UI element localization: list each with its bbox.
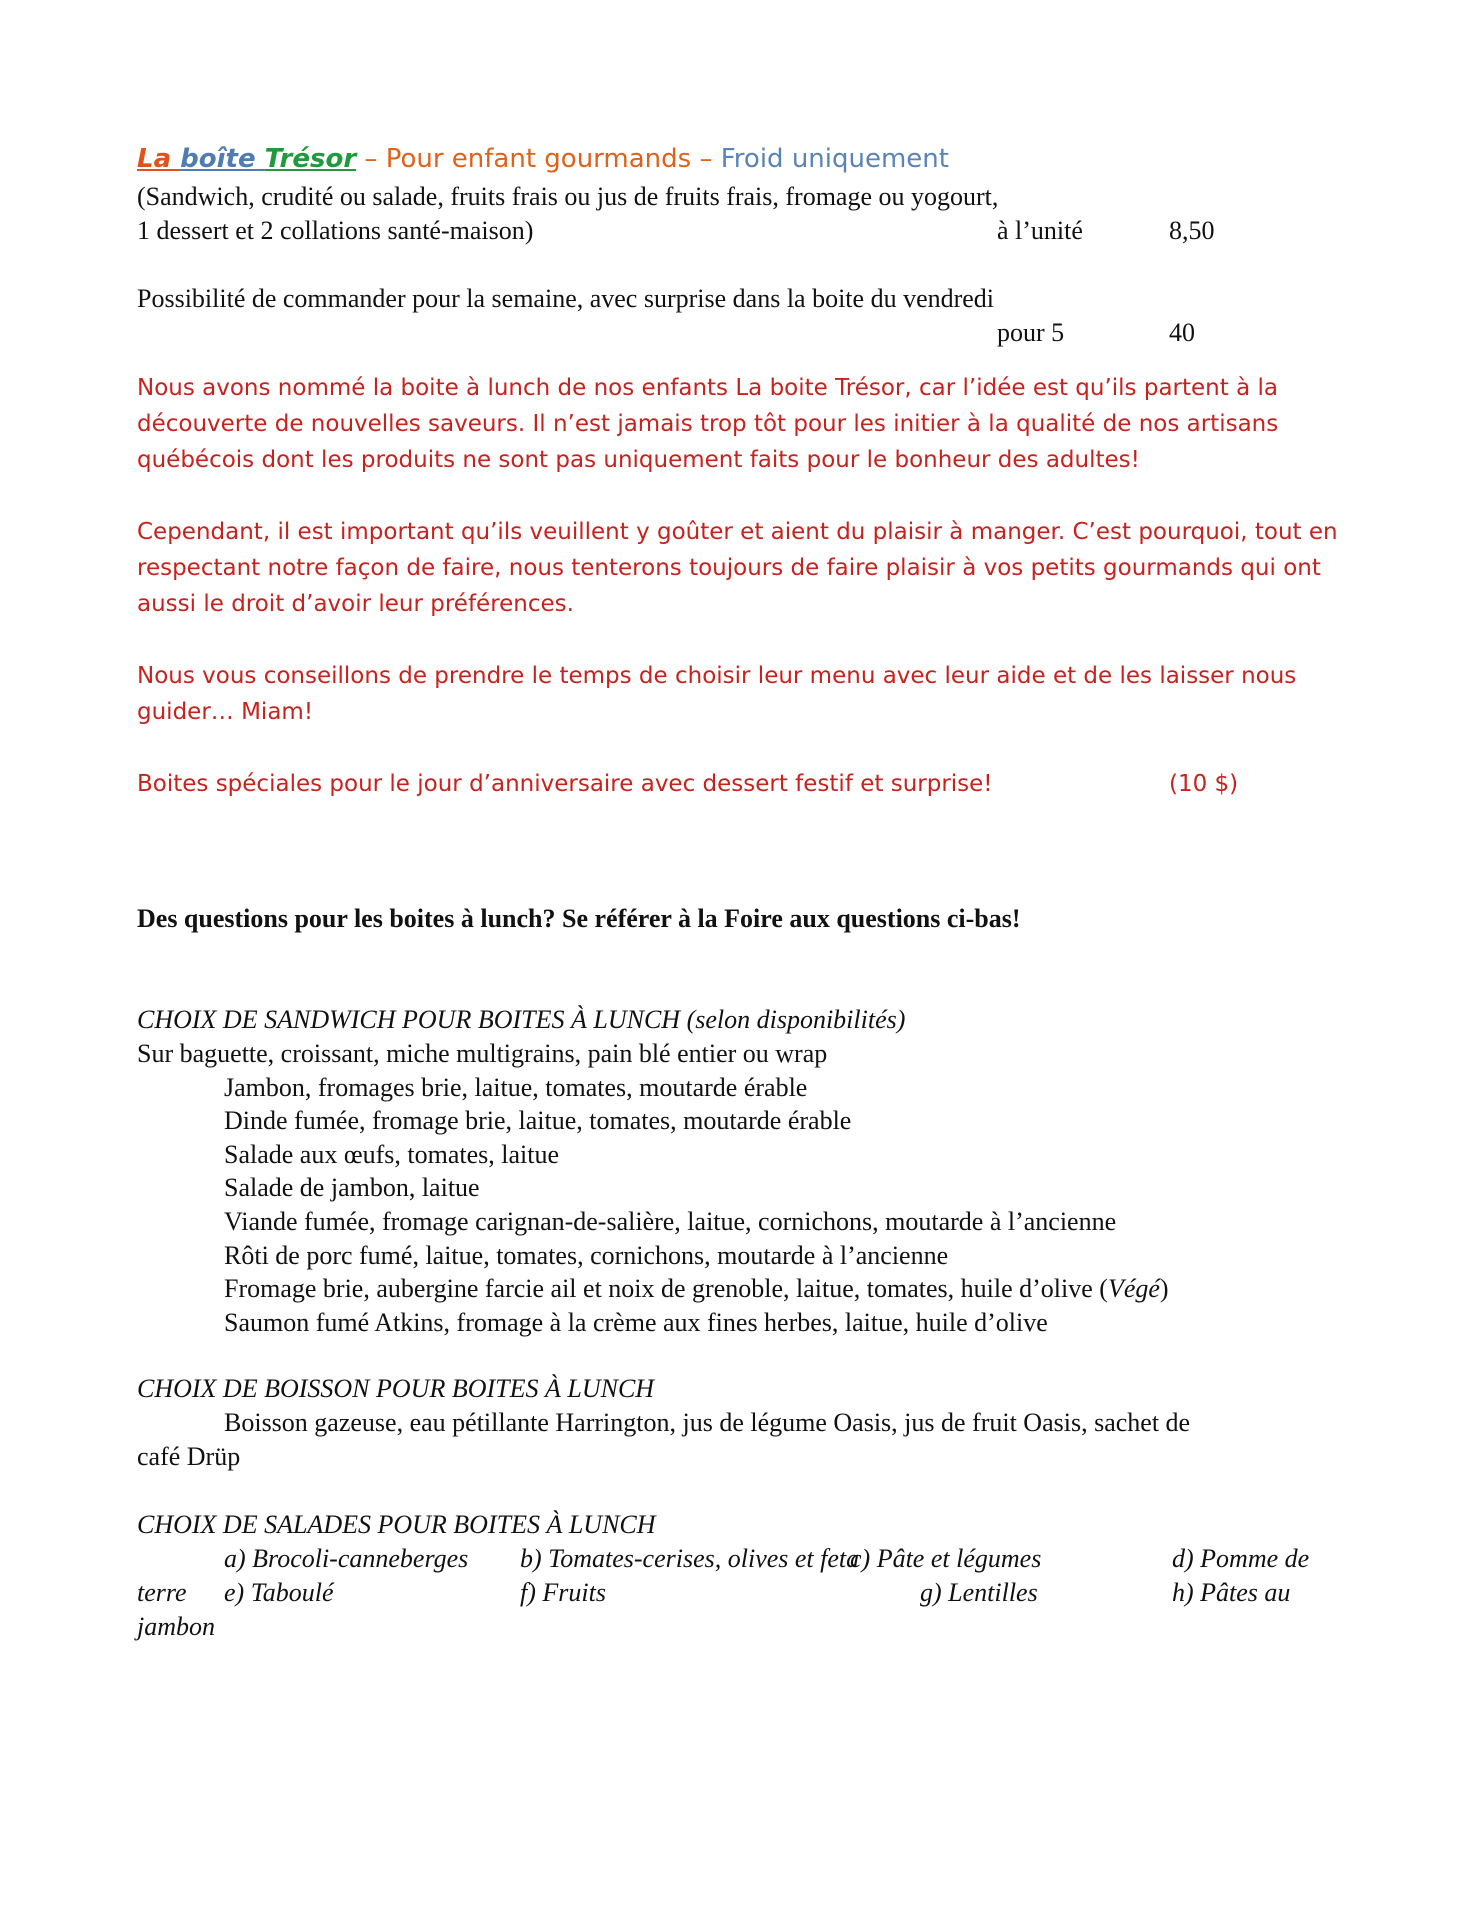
title-part-la: La bbox=[137, 144, 181, 174]
birthday-special-text: Boites spéciales pour le jour d’anniversaire avec dessert festif et surprise! bbox=[137, 771, 993, 797]
sandwich-item: Saumon fumé Atkins, fromage à la crème aux fines herbes, laitue, huile d’olive bbox=[224, 1307, 1048, 1337]
sandwich-item: Dinde fumée, fromage brie, laitue, tomates, moutarde érable bbox=[224, 1106, 852, 1136]
sandwich-title: CHOIX DE SANDWICH POUR BOITES À LUNCH (selon disponibilités) bbox=[137, 1005, 906, 1034]
info-paragraph-2: Cependant, il est important qu’ils veuillent y goûter et aient du plaisir à manger. C’est pourquoi, tout en respectant notre façon de faire, nous tenterons toujours de faire plaisir à vos petits gourmands qui ont aussi le droit d’avoir leur préférences. bbox=[137, 519, 1338, 617]
weekly-text: Possibilité de commander pour la semaine, avec surprise dans la boite du vendredi bbox=[137, 284, 995, 313]
info-paragraph-3: Nous vous conseillons de prendre le temps de choisir leur menu avec leur aide et de les laisser nous guider… Miam! bbox=[137, 663, 1297, 725]
description-text-1: (Sandwich, crudité ou salade, fruits frais ou jus de fruits frais, fromage ou yogourt, bbox=[137, 182, 999, 211]
birthday-special-price: (10 $) bbox=[1169, 771, 1239, 797]
weekly-price: 40 bbox=[1169, 318, 1195, 347]
info-section bbox=[137, 370, 1347, 802]
weekly-price-row bbox=[137, 316, 1347, 350]
sandwich-bread: Sur baguette, croissant, miche multigrains, pain blé entier ou wrap bbox=[137, 1039, 828, 1068]
salad-option-h: h) Pâtes au bbox=[1172, 1577, 1291, 1607]
drinks-section bbox=[137, 1372, 1347, 1473]
sandwich-item: Jambon, fromages brie, laitue, tomates, moutarde érable bbox=[224, 1072, 808, 1102]
salad-option-g: g) Lentilles bbox=[920, 1577, 1038, 1607]
sandwich-item: Rôti de porc fumé, laitue, tomates, cornichons, moutarde à l’ancienne bbox=[224, 1240, 949, 1270]
drinks-line-2: café Drüp bbox=[137, 1441, 241, 1471]
sandwich-item-vege-text: Fromage brie, aubergine farcie ail et noix de grenoble, laitue, tomates, huile d’olive ( bbox=[224, 1274, 1108, 1304]
salad-option-b: b) Tomates-cerises, olives et feta bbox=[520, 1543, 860, 1573]
unit-price: 8,50 bbox=[1169, 216, 1215, 245]
faq-reference: Des questions pour les boites à lunch? Se référer à la Foire aux questions ci-bas! bbox=[137, 904, 1021, 933]
vege-tag: Végé bbox=[1107, 1274, 1160, 1304]
weekly-unit-label: pour 5 bbox=[997, 318, 1065, 347]
sandwich-item: Salade aux œufs, tomates, laitue bbox=[224, 1139, 560, 1169]
drinks-title: CHOIX DE BOISSON POUR BOITES À LUNCH bbox=[137, 1374, 655, 1404]
salad-option-f: f) Fruits bbox=[520, 1577, 606, 1607]
salad-option-h-continued: jambon bbox=[137, 1611, 215, 1641]
sandwich-item: Viande fumée, fromage carignan-de-salière, laitue, cornichons, moutarde à l’ancienne bbox=[224, 1206, 1117, 1236]
salad-option-d: d) Pomme de bbox=[1172, 1543, 1310, 1573]
salad-option-d-continued: terre bbox=[137, 1577, 187, 1607]
sandwich-item-vege bbox=[137, 1272, 1347, 1306]
description-line-2 bbox=[137, 214, 1347, 248]
boite-tresor-title bbox=[137, 138, 1347, 180]
unit-label: à l’unité bbox=[997, 216, 1083, 245]
box-description bbox=[137, 180, 1347, 350]
salads-section bbox=[137, 1508, 1347, 1644]
birthday-special-row bbox=[137, 766, 1347, 802]
drinks-line-1: Boisson gazeuse, eau pétillante Harrington, jus de légume Oasis, jus de fruit Oasis, sachet de bbox=[224, 1408, 1191, 1438]
title-subtitle: – Pour enfant gourmands – bbox=[356, 144, 721, 174]
title-part-tresor: Trésor bbox=[264, 144, 357, 174]
info-paragraph-1: Nous avons nommé la boite à lunch de nos enfants La boite Trésor, car l’idée est qu’ils partent à la découverte de nouvelles saveurs. Il n’est jamais trop tôt pour les initier à la qualité de nos artisans québécois dont les produits ne sont pas uniquement faits pour le bonheur des adultes! bbox=[137, 375, 1279, 473]
salads-title: CHOIX DE SALADES POUR BOITES À LUNCH bbox=[137, 1509, 656, 1539]
sandwich-section bbox=[137, 1003, 1347, 1339]
salad-option-c: c) Pâte et légumes bbox=[850, 1543, 1042, 1573]
description-text-2: 1 dessert et 2 collations santé-maison) bbox=[137, 216, 534, 245]
menu-page bbox=[137, 138, 1347, 1644]
title-cold-only: Froid uniquement bbox=[720, 144, 949, 174]
sandwich-item: Salade de jambon, laitue bbox=[224, 1173, 480, 1203]
vege-close: ) bbox=[1159, 1274, 1169, 1304]
weekly-line bbox=[137, 282, 1347, 316]
salad-option-e: e) Taboulé bbox=[224, 1577, 334, 1607]
salad-option-a: a) Brocoli-canneberges bbox=[224, 1543, 469, 1573]
description-line-1 bbox=[137, 180, 1347, 214]
salads-options bbox=[137, 1542, 1347, 1644]
title-part-boite: boîte bbox=[180, 144, 265, 174]
